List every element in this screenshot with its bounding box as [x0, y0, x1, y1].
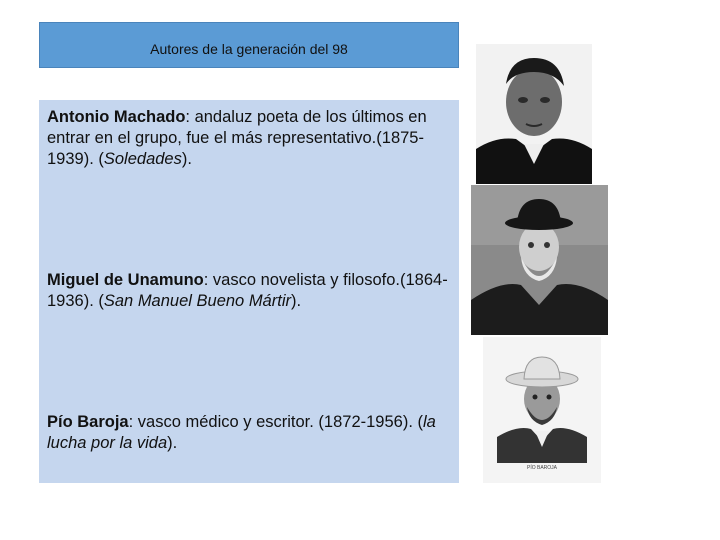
photo-caption: PÍO BAROJA: [526, 465, 557, 471]
author-description-end: ).: [290, 292, 302, 310]
author-description: : vasco novelista y filosofo.(1864-1936). (: [47, 271, 448, 310]
author-description: : vasco médico y escritor. (1872-1956). (: [128, 413, 423, 431]
author-description: : andaluz poeta de los últimos en entrar en el grupo, fue el más representativo.(1875-1939). (: [47, 108, 427, 168]
portrait-baroja: [483, 337, 601, 483]
author-work: Soledades: [103, 150, 182, 168]
portrait-machado: [476, 44, 592, 184]
author-description-end: ).: [167, 434, 178, 452]
author-name: Pío Baroja: [47, 413, 129, 431]
author-name: Antonio Machado: [47, 108, 186, 126]
author-work: la lucha por la vida: [47, 413, 436, 452]
title-bar: [39, 22, 459, 68]
author-name: Miguel de Unamuno: [47, 271, 204, 289]
author-entry-unamuno: [47, 270, 451, 312]
authors-panel: [39, 100, 459, 483]
slide-title: Autores de la generación del 98: [150, 41, 348, 57]
author-entry-baroja: [47, 412, 451, 454]
portrait-unamuno: [471, 185, 608, 335]
author-entry-machado: [47, 107, 451, 170]
author-description-end: ).: [181, 150, 192, 168]
author-work: San Manuel Bueno Mártir: [103, 292, 291, 310]
